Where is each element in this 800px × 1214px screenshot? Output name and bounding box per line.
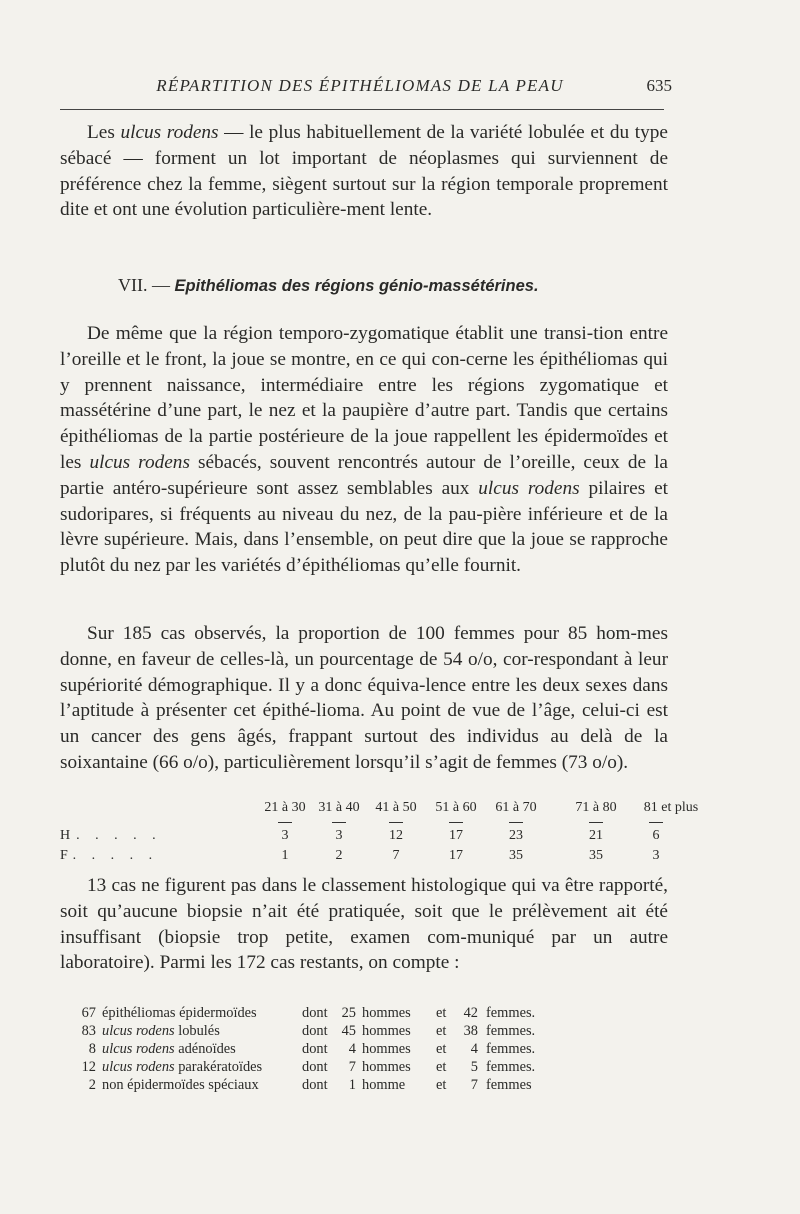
age-header-cell: 31 à 40 — [318, 800, 360, 815]
histology-et: et — [436, 1059, 447, 1075]
histology-dont: dont — [302, 1005, 328, 1021]
age-value-cell: 21 — [589, 828, 603, 843]
histology-row — [76, 1022, 636, 1040]
age-value-cell: 23 — [509, 828, 523, 843]
histology-men-count: 4 — [348, 1041, 356, 1057]
column-dash — [278, 822, 292, 823]
histology-type-suffix: adénoïdes — [174, 1041, 236, 1057]
histology-dont: dont — [302, 1023, 328, 1039]
column-dash — [389, 822, 403, 823]
age-value-cell: 35 — [589, 848, 603, 863]
histology-type — [102, 1076, 259, 1094]
column-dash — [509, 822, 523, 823]
running-title: RÉPARTITION DES ÉPITHÉLIOMAS DE LA PEAU — [156, 76, 564, 95]
histology-et: et — [436, 1041, 447, 1057]
histology-dont: dont — [302, 1059, 328, 1075]
section-title: Epithéliomas des régions génio-massétérines. — [174, 277, 539, 295]
histology-row — [76, 1058, 636, 1076]
histology-dont: dont — [302, 1041, 328, 1057]
age-header-cell: 71 à 80 — [575, 800, 617, 815]
age-value-cell: 17 — [449, 828, 463, 843]
paragraph-ulcus-rodens — [60, 120, 668, 223]
histology-type-suffix: lobulés — [174, 1023, 220, 1039]
para2-text-a: De même que la région temporo-zygomatique établit une transi-tion entre l’oreille et le front, la joue se montre, en ce qui con-cerne les épithéliomas qui y prennent naissance, intermédiaire entre les régions zygomatique et massétérine d’une part, le nez et la paupière d’autre part. Tandis que certains épithéliomas de la partie postérieure de la joue rappellent les épidermoïdes et les — [60, 323, 668, 473]
histology-type — [102, 1004, 257, 1022]
age-value-cell: 2 — [335, 848, 343, 863]
histology-men-word: hommes — [362, 1059, 411, 1075]
age-table-row-f — [60, 848, 680, 868]
histology-row — [76, 1004, 636, 1022]
age-value-cell: 35 — [509, 848, 523, 863]
age-value-cell: 6 — [652, 828, 660, 843]
histology-type-term: ulcus rodens — [102, 1041, 175, 1057]
histology-type — [102, 1022, 220, 1040]
column-dash — [589, 822, 603, 823]
column-dash — [649, 822, 663, 823]
para1-text-b: — le plus habituellement de la variété lobulée et du type sébacé — forment un lot important de néoplasmes qui surviennent de préférence chez la femme, siègent surtout sur la région temporale proprement dite et ont une évolution particulière-ment lente. — [60, 122, 668, 221]
histology-count: 2 — [88, 1077, 96, 1093]
histology-women-count: 4 — [470, 1041, 478, 1057]
running-head — [60, 76, 672, 100]
histology-women-count: 7 — [470, 1077, 478, 1093]
paragraph-statistics — [60, 621, 668, 776]
para2-text-c: pilaires et sudoripares, si fréquents au niveau du nez, de la pau-pière inférieure et de la lèvre supérieure. Mais, dans l’ensemble, on peut dire que la joue se rapproche plutôt du nez par les variétés d’épithéliomas qu’elle fournit. — [60, 477, 669, 577]
histology-type-suffix: parakératoïdes — [174, 1059, 263, 1075]
histology-et: et — [436, 1023, 447, 1039]
section-heading — [118, 275, 678, 296]
age-value-cell: 1 — [281, 848, 289, 863]
histology-men-word: hommes — [362, 1005, 411, 1021]
histology-men-count: 25 — [341, 1005, 356, 1021]
histology-et: et — [436, 1077, 447, 1093]
para2-term-1: ulcus rodens — [89, 451, 190, 473]
histology-men-word: hommes — [362, 1023, 411, 1039]
age-value-cell: 3 — [652, 848, 660, 863]
histology-row — [76, 1076, 636, 1094]
para2-text-b: sébacés, souvent rencontrés autour de l’oreille, ceux de la partie antéro-supérieure sont assez semblables aux — [60, 451, 668, 499]
histology-women-count: 5 — [470, 1059, 478, 1075]
column-dash — [332, 822, 346, 823]
para1-text-a: Les — [87, 122, 121, 143]
age-table-header — [60, 800, 699, 820]
age-distribution-table — [60, 800, 699, 868]
histology-women-word: femmes. — [486, 1059, 536, 1075]
histology-women-count: 42 — [463, 1005, 478, 1021]
para4-text: 13 cas ne figurent pas dans le classement histologique qui va être rapporté, soit qu’aucune biopsie n’ait été pratiquée, soit que le prélèvement ait été insuffisant (biopsie trop petite, examen com-muniqué par un autre laboratoire). Parmi les 172 cas restants, on compte : — [60, 875, 668, 974]
histology-women-word: femmes — [486, 1077, 532, 1093]
histology-et: et — [436, 1005, 447, 1021]
age-value-cell: 3 — [335, 828, 343, 843]
histology-count: 12 — [81, 1059, 96, 1075]
histology-type-term: ulcus rodens — [102, 1023, 175, 1039]
histology-dont: dont — [302, 1077, 328, 1093]
histology-men-word: hommes — [362, 1041, 411, 1057]
page-number: 635 — [646, 76, 672, 95]
age-table-row-h — [60, 828, 680, 848]
age-header-cell: 61 à 70 — [495, 800, 537, 815]
histology-women-word: femmes. — [486, 1023, 536, 1039]
paragraph-joue — [60, 321, 668, 579]
section-number: VII. — — [118, 275, 175, 295]
histology-count: 8 — [88, 1041, 96, 1057]
age-value-cell: 7 — [392, 848, 400, 863]
histology-men-count: 7 — [348, 1059, 356, 1075]
age-row-label: H. . . . . — [60, 828, 162, 843]
age-table-dashes — [60, 820, 680, 828]
para1-term: ulcus rodens — [120, 122, 219, 143]
header-rule — [60, 109, 664, 110]
para2-term-2: ulcus rodens — [478, 477, 580, 499]
age-header-cell: 81 et plus — [643, 800, 699, 815]
histology-women-word: femmes. — [486, 1041, 536, 1057]
age-header-cell: 51 à 60 — [435, 800, 477, 815]
histology-type-term: ulcus rodens — [102, 1059, 175, 1075]
histology-type — [102, 1058, 262, 1076]
histology-women-count: 38 — [463, 1023, 478, 1039]
age-header-cell: 21 à 30 — [264, 800, 306, 815]
histology-count: 83 — [81, 1023, 96, 1039]
histology-row — [76, 1040, 636, 1058]
histology-type — [102, 1040, 236, 1058]
age-value-cell: 3 — [281, 828, 289, 843]
age-row-label: F. . . . . — [60, 848, 159, 863]
histology-type-text: non épidermoïdes spéciaux — [102, 1077, 259, 1093]
paragraph-histology-intro — [60, 873, 668, 976]
column-dash — [449, 822, 463, 823]
histology-list — [76, 1004, 636, 1094]
age-value-cell: 17 — [449, 848, 463, 863]
para3-text: Sur 185 cas observés, la proportion de 100 femmes pour 85 hom-mes donne, en faveur de celles-là, un pourcentage de 54 o/o, cor-respondant à leur supériorité démographique. Il y a donc équiva-lence entre les deux sexes dans l’aptitude à présenter cet épithé-lioma. Au point de vue de l’âge, celui-ci est un cancer des gens âgés, frappant surtout des individus au delà de la soixantaine (66 o/o), particulièrement lorsqu’il s’agit de femmes (73 o/o). — [60, 623, 668, 773]
age-header-cell: 41 à 50 — [375, 800, 417, 815]
histology-men-word: homme — [362, 1077, 406, 1093]
histology-women-word: femmes. — [486, 1005, 536, 1021]
histology-type-text: épithéliomas épidermoïdes — [102, 1005, 257, 1021]
histology-men-count: 1 — [348, 1077, 356, 1093]
age-value-cell: 12 — [389, 828, 403, 843]
histology-count: 67 — [81, 1005, 96, 1021]
histology-men-count: 45 — [341, 1023, 356, 1039]
